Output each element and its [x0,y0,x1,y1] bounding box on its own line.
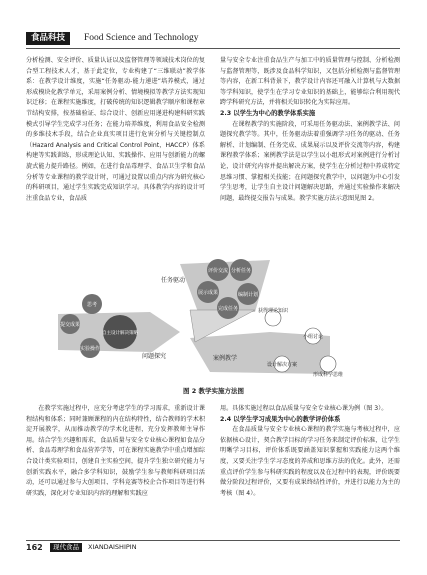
inquiry-label-4: 实验操作 [79,346,101,352]
page-footer [26,540,400,553]
cycle-label-4: 完成任务 [217,306,239,312]
case-node-4 [320,356,336,372]
case-label-2: 小组讨论 [302,334,324,340]
cycle-label-1: 评价交流 [207,268,229,274]
cycle-label-2: 分析任务 [230,268,252,274]
section-heading-2-4: 2.4 以学生学习成果为中心的教学评价体系 [220,415,341,423]
body-paragraph: 在食品质量与安全专业核心课程的教学实施与考核过程中，应依据核心设计，契合教学目标的学习任务来制定评价标准，让学生明晰学习目标，评价体系既要涵盖知识掌握和实践能力这两个维度，又要关注学生学习态度的养成和思维方法的优化。此外，还需重点评价学生参与科研实践的程度以及在过程中的表现，评价既要做分阶段过程评价，又要有成果终结性评价，并进行以能力为主的考核（图 4）。 [220,426,400,497]
method-label-inquiry: 问题探究 [141,353,167,360]
column-1-top [26,56,205,282]
cycle-label-5: 展示成果 [197,290,219,296]
body-paragraph: 用。具体实施过程以食品质量与安全专业核心课为例（图 3）。 [220,405,388,412]
inquiry-label-3: 自主设计解决策略 [102,331,138,336]
body-paragraph: 在教学实施过程中，应充分考虑学生的学习需求，重新设计课程结构和体系；同时兼顾课程的内在结构特性，结合教师的学术积淀开展教学，从而推动教学的学术化进程，充分发挥教师主导作用。结合学生兴趣和需求，食品质量与安全专业核心课程如食品分析、食品毒理学和食品营养学等，可在课程实施教学中重点增加综合设计类实验项目，创建自主实验空间，提升学生独立研究能力与创新实践水平，融合多学科知识，鼓励学生参与教师科研项目活动，还可以通过参与大创项目、学科竞赛等校企合作项目等进行科研实践，深化对专业知识内容的理解和实践应 [26,405,205,497]
inquiry-label-2: 思考 [86,302,98,308]
body-paragraph: 量与安全专业注重食品生产与加工中的质量管理与控制、分析检测与监督管理等，既涉及食品科学知识，又包括分析检测与监督管理等内容，在新工科背景下，教学设计内容还可融入计算机与大数据等学科知识，使学生在学习专业知识的基础上，能够综合利用现代跨学科研究方法，并将相关知识转化为实际应用。 [220,57,400,107]
page-header [26,32,400,49]
magazine-name-en: XIANDAISHIPIN [88,543,137,551]
column-2-top [220,56,400,282]
body-paragraph: 分析检测、安全评价、质量认证以及监督管理等领域技术岗位的复合型工程技术人才，基于此定位，专业构建了“三维联动”教学体系：在教学设计维度，实施“任务驱动-能力递进”培养模式，通过形成模块化教学单元，采用案例分析、情境模拟等教学方法实现知识迁移；在课程实施维度，打破传统的知识逻辑教学顺序和课程章节结构安排，按基础验证、综合设计、创新应用递进构建科研实践模式引导学生完成学习任务；在能力培养维度，利用食品安全检测的多维技术手段，结合企业真实项目进行危害分析与关键控制点（Hazard Analysis and Critical Control Point，HACCP）体系构建等实践训练，形成理论认知、实践操作、应用与创新能力的螺旋式能力提升路径。例如，在进行食品毒理学、食品卫生学和食品分析等专业课程的教学设计时，可通过设置以重点内容为研究核心的科研项目，通过学生实践完成知识学习。具体教学内容的设计可注重食品专业，食品质 [26,57,205,202]
page-number: 162 [26,543,43,552]
inquiry-label-1: 提交成果 [59,322,81,328]
magazine-name-cn: 现代食品 [50,543,82,552]
figure-caption: 图 2 教学实施方法图 [182,387,245,395]
case-label-3: 设计解决方案 [266,362,298,368]
section-heading-2-3: 2.3 以学生为中心的教学体系实施 [220,109,316,117]
method-label-case: 案例教学 [212,355,238,362]
case-label-1: 获得理论知识 [257,308,289,314]
cycle-label-3: 编制计划 [237,292,259,298]
method-label-task: 任务驱动 [160,277,186,284]
section-tag: 食品科技 [26,32,70,45]
column-1-bottom [26,404,205,534]
case-label-4: 形成科学思维 [312,372,344,378]
body-paragraph: 在课程教学的实施阶段，可采用任务驱动法、案例教学法、问题探究教学等。其中，任务驱动法着重强调学习任务的驱动、任务解析、计划编制、任务完成、成果展示以及评价交流等内容，构建课程教学体系；案例教学法是以学生以小组形式对案例进行分析讨论，设计研究内容并提出解决方案，使学生在分析过程中养成特定思维习惯、掌握相关技能；在问题探究教学中，以问题为中心引发学生思考，让学生自主设计问题解决思路，并通过实验操作来解决问题，最终提交报告与成果。教学实施方法示意图见图 2。 [220,120,400,202]
teaching-method-diagram [30,252,400,382]
column-2-bottom [220,404,400,534]
journal-name: Food Science and Technology [84,33,199,43]
